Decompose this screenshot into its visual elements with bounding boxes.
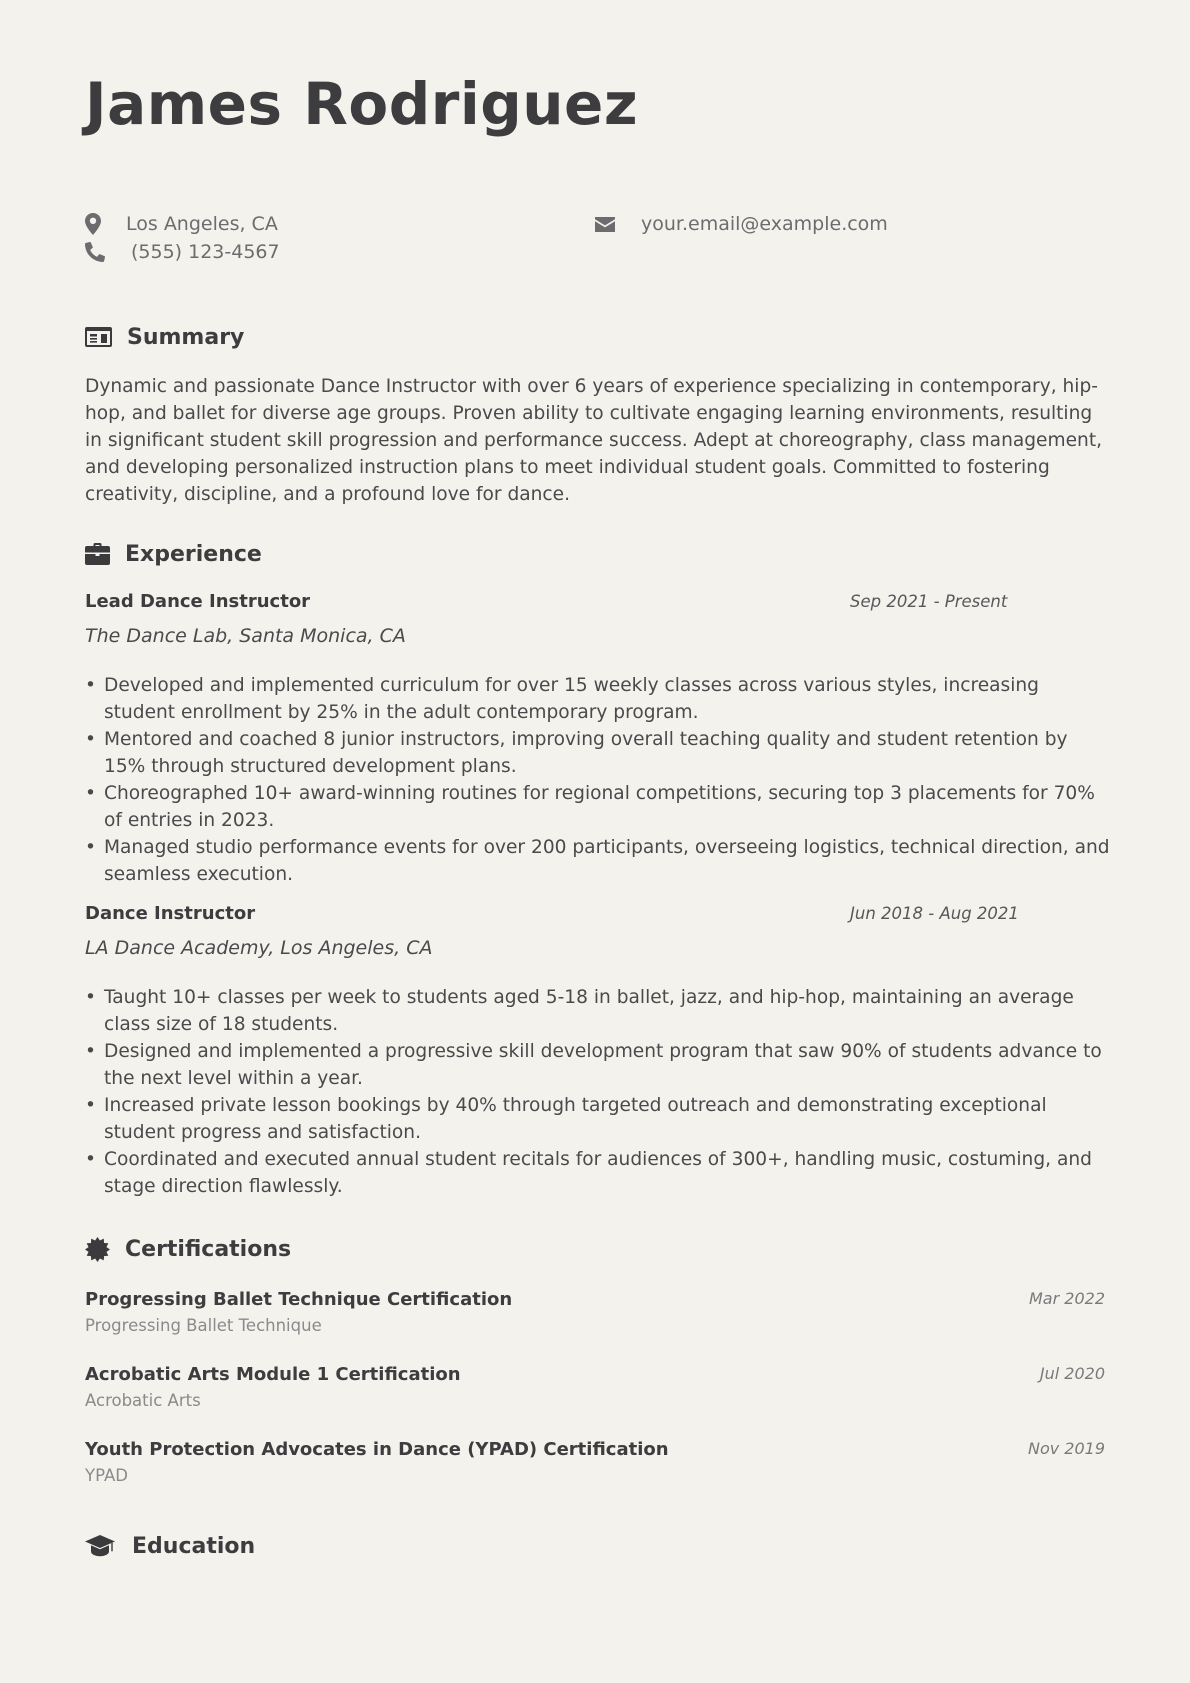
job-title: Dance Instructor bbox=[85, 903, 256, 924]
location-text: Los Angeles, CA bbox=[126, 213, 278, 235]
map-marker-icon bbox=[85, 213, 101, 235]
phone-text: (555) 123-4567 bbox=[131, 241, 280, 263]
list-item: • Taught 10+ classes per week to students aged 5-18 in ballet, jazz, and hip-hop, maintaining an average class size of 18 students. bbox=[85, 984, 1110, 1038]
email-link[interactable]: your.email@example.com bbox=[641, 213, 888, 235]
list-item: • Mentored and coached 8 junior instructors, improving overall teaching quality and student retention by 15% through structured development plans. bbox=[85, 726, 1110, 780]
job-dates: Jun 2018 - Aug 2021 bbox=[850, 904, 1019, 923]
resume-page bbox=[85, 0, 1110, 1683]
graduation-cap-icon bbox=[85, 1535, 115, 1557]
certifications-title: Certifications bbox=[125, 1236, 292, 1262]
certification-date: Mar 2022 bbox=[1029, 1289, 1105, 1308]
job-bullets bbox=[85, 672, 1110, 888]
job-title: Lead Dance Instructor bbox=[85, 591, 311, 612]
certification-date: Jul 2020 bbox=[1039, 1364, 1105, 1383]
job-company: The Dance Lab, Santa Monica, CA bbox=[85, 625, 406, 647]
certification-name: Progressing Ballet Technique Certification bbox=[85, 1289, 513, 1310]
phone-icon bbox=[85, 242, 105, 262]
certification-issuer: YPAD bbox=[85, 1466, 128, 1485]
job-dates: Sep 2021 - Present bbox=[850, 592, 1008, 611]
list-item: • Coordinated and executed annual student recitals for audiences of 300+, handling music, costuming, and stage direction flawlessly. bbox=[85, 1146, 1110, 1200]
summary-header bbox=[85, 322, 244, 352]
contact-email[interactable] bbox=[595, 211, 888, 237]
contact-phone bbox=[85, 239, 280, 265]
envelope-icon bbox=[595, 217, 615, 232]
job-bullets bbox=[85, 984, 1110, 1200]
certificate-icon bbox=[85, 1237, 110, 1262]
certification-name: Acrobatic Arts Module 1 Certification bbox=[85, 1364, 461, 1385]
list-item: • Managed studio performance events for over 200 participants, overseeing logistics, technical direction, and seamless execution. bbox=[85, 834, 1110, 888]
certifications-header bbox=[85, 1234, 291, 1264]
list-item: • Choreographed 10+ award-winning routines for regional competitions, securing top 3 placements for 70% of entries in 2023. bbox=[85, 780, 1110, 834]
candidate-name: James Rodriguez bbox=[85, 70, 639, 138]
list-item: • Increased private lesson bookings by 40% through targeted outreach and demonstrating exceptional student progress and satisfaction. bbox=[85, 1092, 1110, 1146]
certification-name: Youth Protection Advocates in Dance (YPAD) Certification bbox=[85, 1439, 669, 1460]
list-item: • Developed and implemented curriculum for over 15 weekly classes across various styles, increasing student enrollment by 25% in the adult contemporary program. bbox=[85, 672, 1110, 726]
experience-header bbox=[85, 539, 262, 569]
certification-issuer: Progressing Ballet Technique bbox=[85, 1316, 322, 1335]
id-card-icon bbox=[85, 327, 112, 347]
education-header bbox=[85, 1531, 255, 1561]
summary-title: Summary bbox=[127, 324, 245, 350]
certification-issuer: Acrobatic Arts bbox=[85, 1391, 201, 1410]
experience-title: Experience bbox=[125, 541, 262, 567]
certification-date: Nov 2019 bbox=[1027, 1439, 1105, 1458]
summary-text: Dynamic and passionate Dance Instructor with over 6 years of experience specializing in contemporary, hip-hop, and ballet for diverse age groups. Proven ability to cultivate engaging learning environments, resulting in significant student skill progression and performance success. Adept at choreography, class management, and developing personalized instruction plans to meet individual student goals. Committed to fostering creativity, discipline, and a profound love for dance. bbox=[85, 376, 1103, 505]
education-title: Education bbox=[132, 1533, 256, 1559]
briefcase-icon bbox=[85, 543, 110, 565]
list-item: • Designed and implemented a progressive skill development program that saw 90% of students advance to the next level within a year. bbox=[85, 1038, 1110, 1092]
contact-location bbox=[85, 211, 278, 237]
job-company: LA Dance Academy, Los Angeles, CA bbox=[85, 937, 433, 959]
